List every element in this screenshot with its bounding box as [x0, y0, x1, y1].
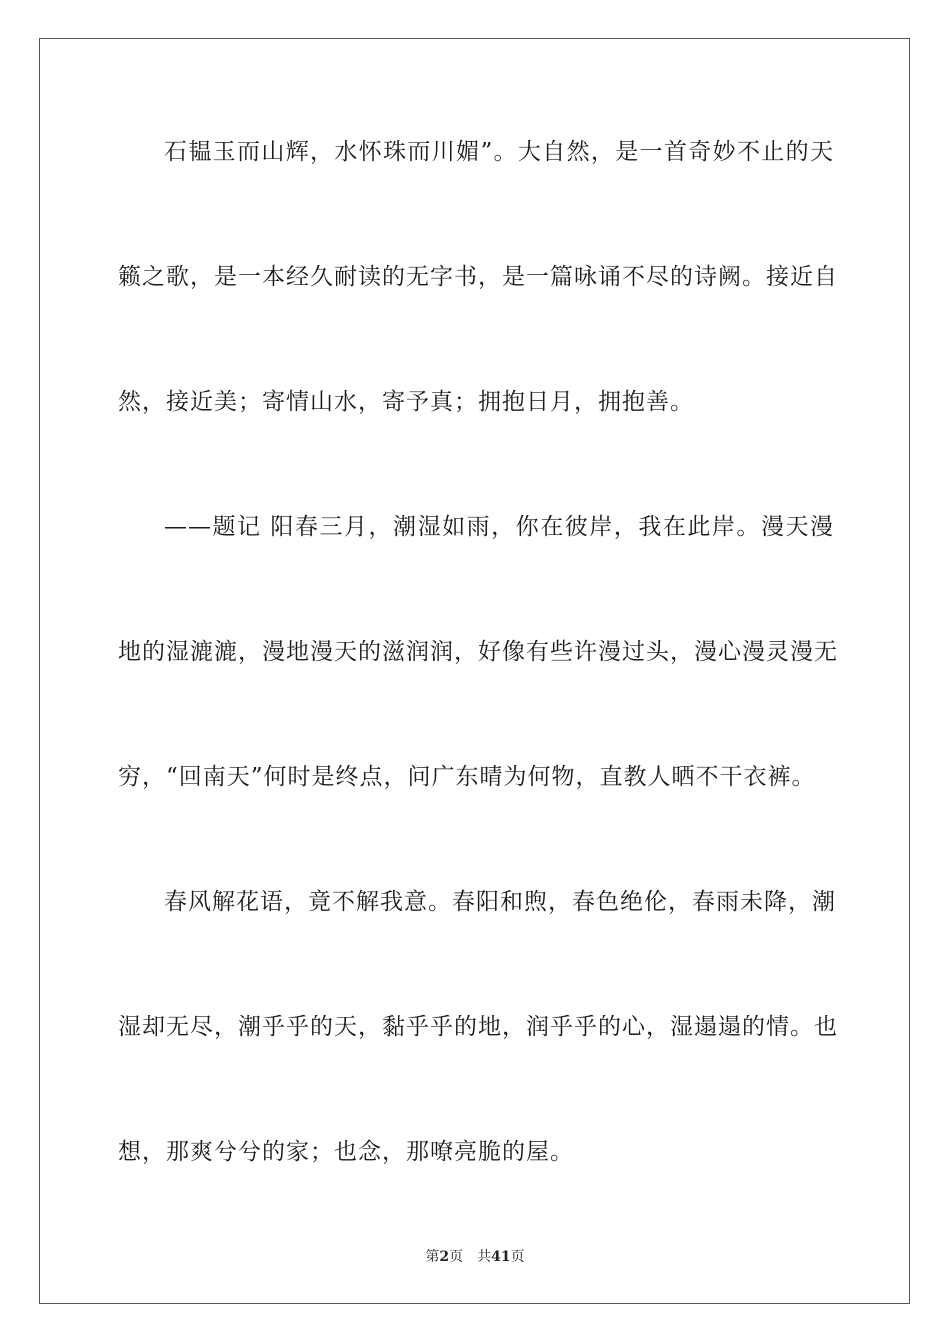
text-line-4: ——题记 阳春三月，潮湿如雨，你在彼岸，我在此岸。漫天漫	[164, 514, 834, 540]
text-line-7: 春风解花语，竟不解我意。春阳和煦，春色绝伦，春雨未降，潮	[164, 889, 836, 915]
text-line-2: 籁之歌，是一本经久耐读的无字书，是一篇咏诵不尽的诗阙。接近自	[118, 264, 838, 290]
footer-page-prefix: 第	[425, 1249, 440, 1265]
page-footer	[0, 1248, 950, 1266]
footer-total-suffix: 页	[510, 1249, 525, 1265]
footer-total-pages: 41	[491, 1249, 511, 1265]
text-line-8: 湿却无尽，潮乎乎的天，黏乎乎的地，润乎乎的心，湿遢遢的情。也	[118, 1014, 838, 1040]
text-line-3: 然，接近美；寄情山水，寄予真；拥抱日月，拥抱善。	[118, 389, 694, 415]
text-line-1: 石韫玉而山辉，水怀珠而川媚”。大自然，是一首奇妙不止的天	[164, 139, 834, 165]
text-line-9: 想，那爽兮兮的家；也念，那嘹亮脆的屋。	[118, 1139, 574, 1165]
text-line-6: 穷，“回南天”何时是终点，问广东晴为何物，直教人晒不干衣裤。	[118, 764, 816, 790]
footer-page-suffix: 页	[449, 1249, 464, 1265]
footer-page-number: 2	[439, 1249, 450, 1265]
text-line-5: 地的湿漉漉，漫地漫天的滋润润，好像有些许漫过头，漫心漫灵漫无	[118, 639, 838, 665]
footer-total-prefix: 共	[477, 1249, 492, 1265]
page-border	[39, 38, 910, 1304]
